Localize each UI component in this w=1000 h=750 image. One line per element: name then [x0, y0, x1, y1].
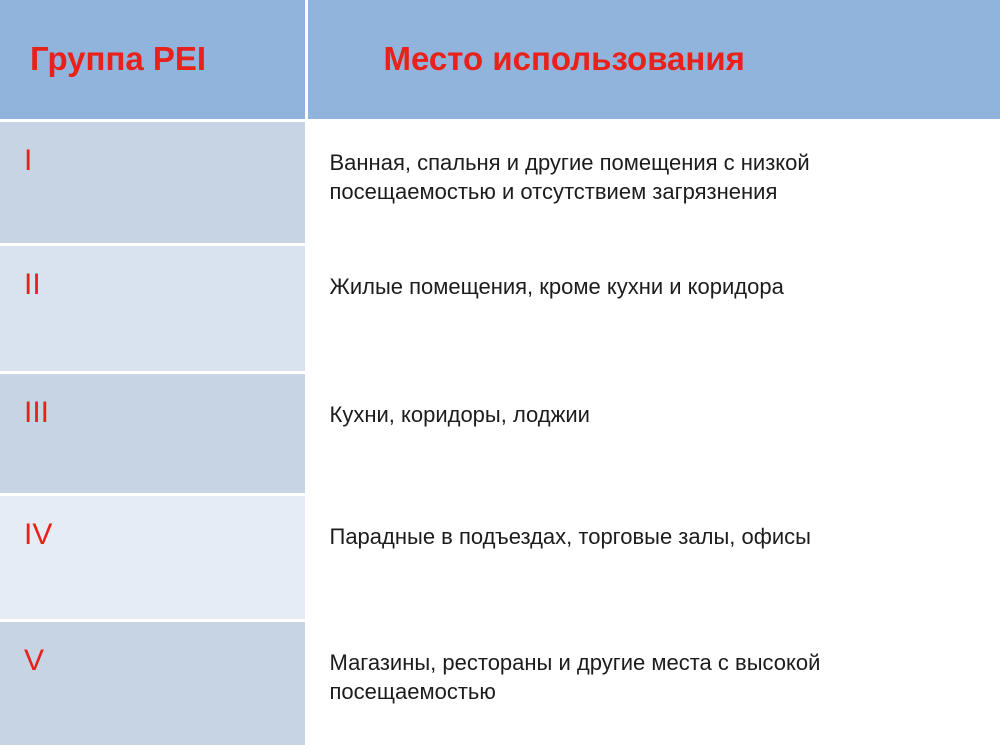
cell-group: IV [0, 494, 306, 620]
cell-place: Магазины, рестораны и другие места с высокой посещаемостью [306, 620, 1000, 746]
cell-group: II [0, 244, 306, 372]
cell-place: Жилые помещения, кроме кухни и коридора [306, 244, 1000, 372]
column-header-group: Группа PEI [0, 0, 306, 120]
table-row [0, 620, 1000, 746]
cell-place: Кухни, коридоры, лоджии [306, 372, 1000, 494]
cell-group: I [0, 120, 306, 244]
table-row [0, 372, 1000, 494]
table-body [0, 120, 1000, 746]
column-header-place: Место использования [306, 0, 1000, 120]
table-header-row [0, 0, 1000, 120]
table-row [0, 494, 1000, 620]
cell-group: V [0, 620, 306, 746]
table-header [0, 0, 1000, 120]
table-row [0, 120, 1000, 244]
cell-group: III [0, 372, 306, 494]
cell-place: Парадные в подъездах, торговые залы, офисы [306, 494, 1000, 620]
cell-place: Ванная, спальня и другие помещения с низкой посещаемостью и отсутствием загрязнения [306, 120, 1000, 244]
table-row [0, 244, 1000, 372]
